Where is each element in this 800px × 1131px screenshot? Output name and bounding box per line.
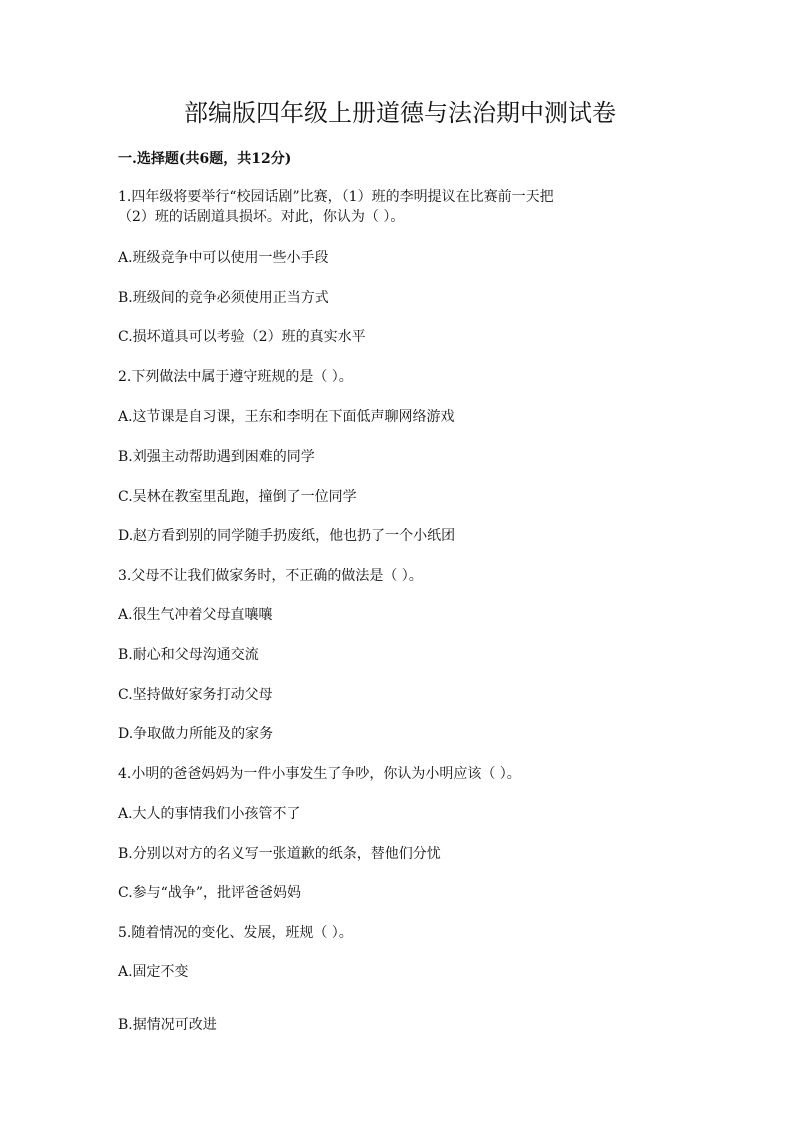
question-3-option-c: C.坚持做好家务打动父母 bbox=[118, 687, 273, 703]
question-1-option-a: A.班级竞争中可以使用一些小手段 bbox=[118, 250, 329, 266]
question-2-option-d: D.赵方看到别的同学随手扔废纸，他也扔了一个小纸团 bbox=[118, 528, 456, 544]
question-1-stem-line-2: （2）班的话剧道具损坏。对此，你认为（ ）。 bbox=[118, 209, 405, 225]
question-4-stem: 4.小明的爸爸妈妈为一件小事发生了争吵，你认为小明应该（ ）。 bbox=[118, 766, 521, 782]
question-4-option-b: B.分别以对方的名义写一张道歉的纸条，替他们分忧 bbox=[118, 846, 441, 862]
question-2-option-b: B.刘强主动帮助遇到困难的同学 bbox=[118, 449, 315, 465]
question-2-option-a: A.这节课是自习课，王东和李明在下面低声聊网络游戏 bbox=[118, 409, 455, 425]
question-1-stem-line-1: 1.四年级将要举行“校园话剧”比赛，（1）班的李明提议在比赛前一天把 bbox=[118, 189, 554, 205]
question-5-option-b: B.据情况可改进 bbox=[118, 1017, 217, 1033]
question-1-option-c: C.损坏道具可以考验（2）班的真实水平 bbox=[118, 329, 366, 345]
question-3-option-b: B.耐心和父母沟通交流 bbox=[118, 647, 259, 663]
question-3-option-a: A.很生气冲着父母直嚷嚷 bbox=[118, 607, 273, 623]
section-header: 一.选择题(共6题，共12分) bbox=[118, 151, 292, 167]
question-5-stem: 5.随着情况的变化、发展，班规（ ）。 bbox=[118, 925, 353, 941]
question-4-option-a: A.大人的事情我们小孩管不了 bbox=[118, 806, 301, 822]
document-title: 部编版四年级上册道德与法治期中测试卷 bbox=[184, 99, 616, 127]
question-3-stem: 3.父母不让我们做家务时，不正确的做法是（ ）。 bbox=[118, 568, 423, 584]
question-2-stem: 2.下列做法中属于遵守班规的是（ ）。 bbox=[118, 369, 353, 385]
question-4-option-c: C.参与“战争”，批评爸爸妈妈 bbox=[118, 885, 301, 901]
question-2-option-c: C.吴林在教室里乱跑，撞倒了一位同学 bbox=[118, 489, 357, 505]
question-5-option-a: A.固定不变 bbox=[118, 964, 189, 980]
question-1-option-b: B.班级间的竞争必须使用正当方式 bbox=[118, 290, 329, 306]
question-3-option-d: D.争取做力所能及的家务 bbox=[118, 726, 274, 742]
